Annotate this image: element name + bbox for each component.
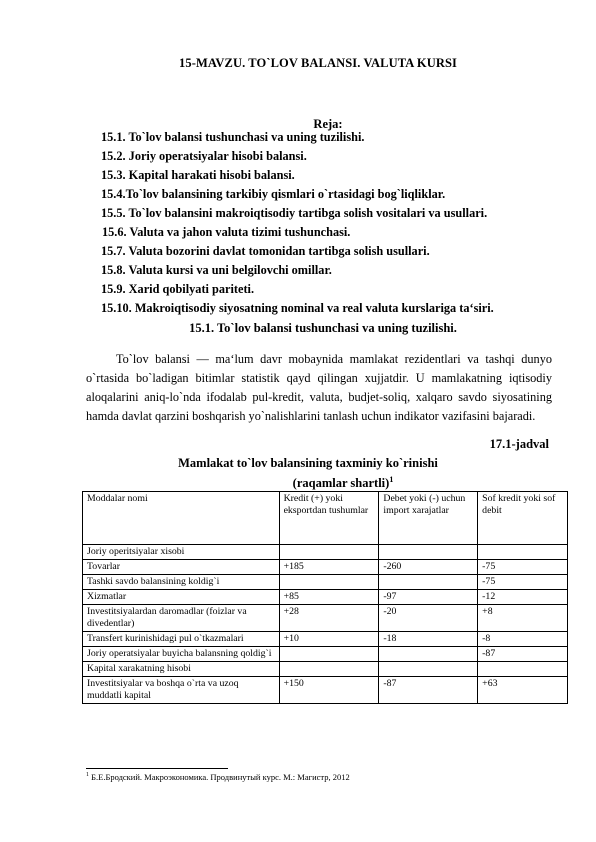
row-net: -87 bbox=[478, 647, 568, 662]
row-name: Joriy operitsiyalar xisobi bbox=[83, 545, 280, 560]
balance-table bbox=[82, 491, 568, 704]
table-row bbox=[83, 605, 568, 632]
row-name: Xizmatlar bbox=[83, 590, 280, 605]
header-cell: Moddalar nomi bbox=[83, 492, 280, 545]
plan-item: 15.6. Valuta va jahon valuta tizimi tushunchasi. bbox=[102, 225, 351, 239]
row-debit bbox=[379, 575, 478, 590]
row-debit: -20 bbox=[379, 605, 478, 632]
row-name: Joriy operatsiyalar buyicha balansning qoldig`i bbox=[83, 647, 280, 662]
table-row bbox=[83, 647, 568, 662]
row-debit: -18 bbox=[379, 632, 478, 647]
plan-list bbox=[101, 128, 571, 318]
plan-item: 15.1. To`lov balansi tushunchasi va uning tuzilishi. bbox=[101, 130, 365, 144]
table-row bbox=[83, 590, 568, 605]
row-credit bbox=[279, 662, 379, 677]
plan-item: 15.10. Makroiqtisodiy siyosatning nominal va real valuta kurslariga ta‘siri. bbox=[101, 301, 494, 315]
row-debit bbox=[379, 662, 478, 677]
row-credit: +10 bbox=[279, 632, 379, 647]
row-debit bbox=[379, 545, 478, 560]
row-name: Tashki savdo balansining koldig`i bbox=[83, 575, 280, 590]
table-row bbox=[83, 575, 568, 590]
footnote bbox=[86, 772, 350, 782]
table-subcaption bbox=[0, 475, 596, 491]
plan-item: 15.9. Xarid qobilyati pariteti. bbox=[101, 282, 255, 296]
row-name: Investitsiyalar va boshqa o`rta va uzoq muddatli kapital bbox=[83, 677, 280, 704]
table-caption: Mamlakat to`lov balansining taxminiy ko`rinishi bbox=[178, 456, 438, 470]
footnote-marker: 1 bbox=[86, 772, 89, 779]
row-name: Kapital xarakatning hisobi bbox=[83, 662, 280, 677]
table-row bbox=[83, 545, 568, 560]
row-credit: +28 bbox=[279, 605, 379, 632]
row-net: -8 bbox=[478, 632, 568, 647]
plan-item: 15.4.To`lov balansining tarkibiy qismlari o`rtasidagi bog`liqliklar. bbox=[101, 187, 446, 201]
plan-item: 15.8. Valuta kursi va uni belgilovchi omillar. bbox=[101, 263, 332, 277]
row-credit: +185 bbox=[279, 560, 379, 575]
row-net bbox=[478, 662, 568, 677]
row-net: -75 bbox=[478, 560, 568, 575]
plan-item: 15.7. Valuta bozorini davlat tomonidan tartibga solish usullari. bbox=[101, 244, 430, 258]
footnote-text: Б.Е.Бродский. Макроэкономика. Продвинутый курс. М.: Магистр, 2012 bbox=[91, 772, 350, 782]
footnote-ref[interactable]: 1 bbox=[389, 475, 394, 484]
row-net: +8 bbox=[478, 605, 568, 632]
row-credit bbox=[279, 575, 379, 590]
row-name: Investitsiyalardan daromadlar (foizlar va divedentlar) bbox=[83, 605, 280, 632]
plan-item: 15.3. Kapital harakati hisobi balansi. bbox=[101, 168, 295, 182]
table-subcaption-text: (raqamlar shartli) bbox=[292, 476, 390, 491]
row-debit bbox=[379, 647, 478, 662]
row-credit bbox=[279, 545, 379, 560]
row-net: -75 bbox=[478, 575, 568, 590]
plan-item: 15.2. Joriy operatsiyalar hisobi balansi. bbox=[101, 149, 307, 163]
body-paragraph: To`lov balansi — ma‘lum davr mobaynida mamlakat rezidentlari va tashqi dunyo o`rtasida bo`ladigan bitimlar statistik qayd qilingan xujjatdir. U mamlakatning iqtisodiy aloqalarini aniq-lo`nda ifodalab pul-kredit, valuta, budjet-soliq, xalqaro savdo siyosatining hamda davlat qarzini boshqarish yo`nalishlarini tanlash uchun indikator vazifasini bajaradi. bbox=[86, 352, 552, 423]
table-row bbox=[83, 560, 568, 575]
table-row bbox=[83, 677, 568, 704]
row-credit: +85 bbox=[279, 590, 379, 605]
row-debit: -97 bbox=[379, 590, 478, 605]
table-row bbox=[83, 662, 568, 677]
header-cell: Kredit (+) yoki eksportdan tushumlar bbox=[279, 492, 379, 545]
row-credit bbox=[279, 647, 379, 662]
row-net: +63 bbox=[478, 677, 568, 704]
page-title: 15-MAVZU. TO`LOV BALANSI. VALUTA KURSI bbox=[179, 56, 457, 70]
row-name: Transfert kurinishidagi pul o`tkazmalari bbox=[83, 632, 280, 647]
table-label: 17.1-jadval bbox=[489, 437, 549, 451]
row-debit: -260 bbox=[379, 560, 478, 575]
header-cell: Sof kredit yoki sof debit bbox=[478, 492, 568, 545]
row-credit: +150 bbox=[279, 677, 379, 704]
row-net: -12 bbox=[478, 590, 568, 605]
footnote-separator bbox=[86, 768, 228, 769]
row-name: Tovarlar bbox=[83, 560, 280, 575]
row-net bbox=[478, 545, 568, 560]
header-cell: Debet yoki (-) uchun import xarajatlar bbox=[379, 492, 478, 545]
table-header-row bbox=[83, 492, 568, 545]
section-heading: 15.1. To`lov balansi tushunchasi va uning tuzilishi. bbox=[189, 321, 457, 335]
table-row bbox=[83, 632, 568, 647]
plan-heading: Reja: bbox=[313, 117, 343, 131]
plan-item: 15.5. To`lov balansini makroiqtisodiy tartibga solish vositalari va usullari. bbox=[101, 206, 488, 220]
row-debit: -87 bbox=[379, 677, 478, 704]
